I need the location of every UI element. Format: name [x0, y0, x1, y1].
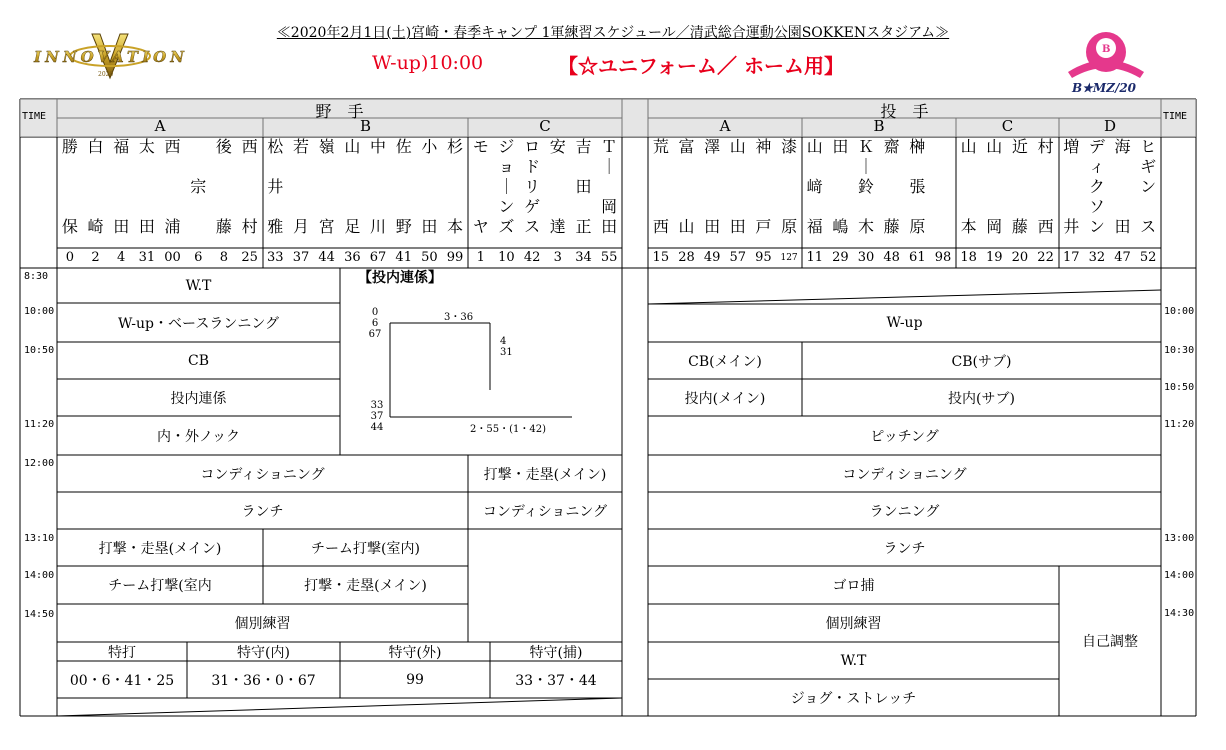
pitcher-wup: W-up [886, 315, 923, 331]
fielder-name: 小 田 [421, 137, 438, 236]
pitcher-number: 11 [806, 250, 823, 265]
pitcher-number: 47 [1114, 250, 1131, 265]
svg-text:B★MZ/20: B★MZ/20 [1072, 81, 1137, 95]
fielder-name: Ｔ ｜ 岡 田 [601, 137, 618, 236]
special-value-batting: 00・6・41・25 [69, 672, 175, 689]
pitcher-pitching: ピッチング [870, 428, 939, 445]
fielder-c-batting: 打撃・走塁(メイン) [483, 466, 607, 483]
fielder-r2-left: チーム打撃(室内 [108, 578, 212, 594]
time-1120: 11:20 [24, 419, 55, 430]
pitcher-individual: 個別練習 [825, 616, 882, 632]
fielder-conditioning: コンディショニング [200, 466, 325, 483]
fielder-number: 99 [446, 250, 464, 265]
pitcher-conditioning: コンディショニング [842, 466, 967, 483]
pitcher-name: 富 山 [678, 137, 695, 236]
pitchers-header: 投 手 [880, 102, 929, 121]
fielder-group-b: B [359, 117, 372, 135]
ptime-1120: 11:20 [1164, 419, 1195, 430]
time-1400: 14:00 [24, 570, 55, 581]
pitcher-goro: ゴロ捕 [832, 578, 875, 594]
special-header-outfield: 特守(外) [388, 644, 442, 661]
time-1000: 10:00 [24, 306, 55, 317]
pitcher-name: 近 藤 [1011, 137, 1028, 236]
pitcher-group-d: D [1103, 117, 1117, 135]
wup-time: W-up)10:00 [372, 52, 484, 74]
pitcher-group-a: A [719, 117, 731, 135]
fielder-number: 4 [117, 250, 126, 265]
pitcher-number: 29 [832, 250, 849, 265]
fielder-wup: W-up・ベースランニング [117, 315, 280, 332]
diagram-bottom-right: 2・55・(1・42) [470, 424, 546, 435]
fielder-number: 55 [600, 250, 618, 265]
fielder-name: 松 井 雅 [267, 137, 284, 236]
fielders-header: 野 手 [315, 102, 364, 121]
fielder-name: 吉 田 正 [575, 137, 592, 236]
pitcher-name: 海 田 [1114, 137, 1131, 236]
fielder-name: ロ ド リ ゲ ス [524, 137, 541, 236]
uniform-note: 【☆ユニフォーム／ ホーム用】 [558, 54, 844, 78]
ptime-1430: 14:30 [1164, 608, 1195, 619]
fielder-number: 3 [553, 250, 562, 265]
fielder-number: 2 [91, 250, 100, 265]
fielder-number: 34 [575, 250, 592, 265]
fielder-lunch: ランチ [241, 503, 284, 520]
pitcher-running: ランニング [869, 503, 940, 520]
time-1450: 14:50 [24, 609, 55, 620]
pitcher-number: 49 [703, 250, 721, 265]
time-1200: 12:00 [24, 458, 55, 469]
fielder-name: 白 崎 [87, 137, 104, 236]
pitcher-lunch: ランチ [883, 540, 926, 557]
fielder-individual: 個別練習 [234, 616, 291, 632]
fielder-number: 67 [369, 250, 387, 265]
pitcher-pitch-sub: 投内(サブ) [948, 390, 1015, 407]
time-1050: 10:50 [24, 345, 55, 356]
ptime-1400: 14:00 [1164, 570, 1195, 581]
fielder-name: 杉 本 [447, 137, 464, 236]
pitcher-name: 漆 原 [781, 137, 798, 236]
pitcher-name: 山 田 [729, 137, 746, 236]
fielder-name: 太 田 [138, 137, 155, 236]
pitcher-group-c: C [1001, 117, 1014, 135]
fielder-group-c: C [539, 117, 551, 135]
fielder-number: 25 [241, 250, 258, 265]
pitcher-name [930, 137, 956, 217]
pitcher-wt: W.T [840, 652, 867, 669]
pitcher-number: 22 [1037, 250, 1054, 265]
svg-text:B: B [1102, 44, 1111, 55]
fielder-number: 33 [267, 250, 284, 265]
pitcher-name: 榊 張 原 [909, 137, 926, 236]
pitcher-name: 齋 藤 [883, 137, 900, 236]
fielder-name: 後 藤 [215, 137, 232, 236]
pitcher-number: 18 [960, 250, 977, 265]
pitcher-jog: ジョグ・ストレッチ [790, 690, 917, 707]
pitcher-self-adjust: 自己調整 [1082, 634, 1138, 650]
pitcher-name: 山 本 [960, 137, 977, 236]
pitcher-number: 48 [883, 250, 900, 265]
fielder-number: 1 [476, 250, 485, 265]
fielder-c-conditioning: コンディショニング [482, 503, 608, 520]
pitcher-number: 98 [934, 250, 952, 265]
fielder-wt: W.T [185, 277, 212, 294]
pitcher-number: 61 [909, 250, 926, 265]
pitcher-name: 山 﨑 福 [806, 137, 823, 236]
ptime-1000: 10:00 [1164, 306, 1195, 317]
fielder-r2-right: 打撃・走塁(メイン) [304, 578, 427, 594]
pitcher-name: 山 岡 [986, 137, 1003, 236]
fielder-name: 宗 [190, 177, 207, 196]
diagram-top-mid: 3・36 [444, 312, 474, 323]
fielder-name: 西 村 [241, 137, 258, 236]
fielder-name: 勝 保 [61, 137, 78, 236]
pitcher-name: 村 西 [1037, 137, 1054, 236]
time-1310: 13:10 [24, 533, 55, 544]
special-value-infield: 31・36・0・67 [211, 672, 316, 689]
pitcher-number: 32 [1088, 250, 1106, 265]
fielder-name: 西 浦 [164, 137, 181, 236]
diagram-right: 4 31 [500, 336, 513, 358]
fielder-knock: 内・外ノック [156, 428, 241, 445]
fielder-number: 42 [523, 250, 541, 265]
fielder-number: 50 [421, 250, 438, 265]
special-value-catcher: 33・37・44 [515, 672, 597, 689]
fielder-name: 福 田 [113, 137, 130, 236]
pitcher-number: 15 [652, 250, 670, 265]
fielder-name: モ ヤ [472, 137, 489, 236]
fielder-cb: CB [188, 352, 209, 369]
pitcher-name: 荒 西 [652, 137, 669, 236]
ptime-1030: 10:30 [1164, 345, 1195, 356]
fielder-number: 37 [292, 250, 310, 265]
fielder-group-a: A [154, 117, 166, 135]
pitcher-number: 95 [755, 250, 772, 265]
fielder-number: 6 [194, 250, 203, 265]
fielder-r1-right: チーム打撃(室内) [311, 540, 420, 557]
fielder-pitch-coop: 投内連係 [170, 390, 227, 407]
fielder-name: 中 川 [370, 137, 387, 236]
pitcher-number: 52 [1139, 250, 1157, 265]
pitcher-name: Ｋ ｜ 鈴 木 [858, 137, 875, 236]
fielder-name: 佐 野 [395, 137, 412, 236]
time-0830: 8:30 [24, 271, 49, 282]
pitcher-name: 田 嶋 [832, 137, 849, 236]
fielder-number: 8 [219, 250, 229, 265]
fielder-number: 31 [138, 250, 156, 265]
pitcher-number: 17 [1062, 250, 1080, 265]
pitcher-number: 30 [857, 250, 875, 265]
pitcher-name: ヒ ギ ン ス [1140, 137, 1157, 236]
pitcher-name: 澤 田 [704, 137, 721, 236]
pitcher-name: 増 井 [1063, 137, 1080, 236]
fielder-number: 10 [498, 250, 515, 265]
fielder-r1-left: 打撃・走塁(メイン) [98, 540, 222, 557]
pitcher-pitch-main: 投内(メイン) [684, 390, 766, 407]
pitcher-cb-sub: CB(サブ) [951, 353, 1012, 370]
pitcher-number: 28 [678, 250, 695, 265]
fielder-number: 0 [65, 250, 74, 265]
special-value-outfield: 99 [406, 671, 424, 688]
pitcher-name: デ ィ ク ソ ン [1088, 137, 1105, 236]
time-label-right: TIME [1163, 111, 1188, 122]
fielder-number: 36 [344, 250, 361, 265]
special-header-catcher: 特守(捕) [529, 644, 583, 661]
svg-text:INNOVATION: INNOVATION [34, 48, 184, 66]
pitcher-number: 20 [1011, 250, 1029, 265]
fielder-name: 若 月 [292, 137, 309, 236]
fielder-number: 00 [164, 250, 181, 265]
fielder-name: 安 達 [549, 137, 566, 236]
special-header-infield: 特守(内) [237, 644, 290, 661]
special-header-batting: 特打 [108, 644, 136, 661]
fielder-number: 41 [395, 250, 412, 265]
pitcher-number: 57 [729, 250, 747, 265]
pitcher-number: 19 [985, 250, 1003, 265]
pitcher-group-b: B [873, 117, 885, 135]
ptime-1300: 13:00 [1164, 533, 1195, 544]
fielder-name: ジ ョ ｜ ン ズ [498, 137, 515, 236]
time-label-left: TIME [22, 111, 47, 122]
fielder-number: 44 [318, 250, 335, 265]
fielder-name: 山 足 [344, 137, 361, 236]
pitcher-name: 神 戸 [755, 137, 772, 236]
ptime-1050: 10:50 [1164, 382, 1195, 393]
diagram-top-left: 0 6 67 [368, 307, 382, 340]
diagram-title: 【投内連係】 [358, 270, 442, 286]
page-title: ≪2020年2月1日(土)宮崎・春季キャンプ 1軍練習スケジュール／清武総合運動公園SOKKENスタジアム≫ [276, 25, 950, 41]
pitcher-number: 127 [780, 253, 798, 263]
svg-text:2020: 2020 [98, 71, 114, 78]
pitcher-cb-main: CB(メイン) [688, 353, 762, 370]
diagram-bottom-left: 33 37 44 [370, 400, 384, 433]
fielder-name: 嶺 宮 [318, 137, 335, 236]
